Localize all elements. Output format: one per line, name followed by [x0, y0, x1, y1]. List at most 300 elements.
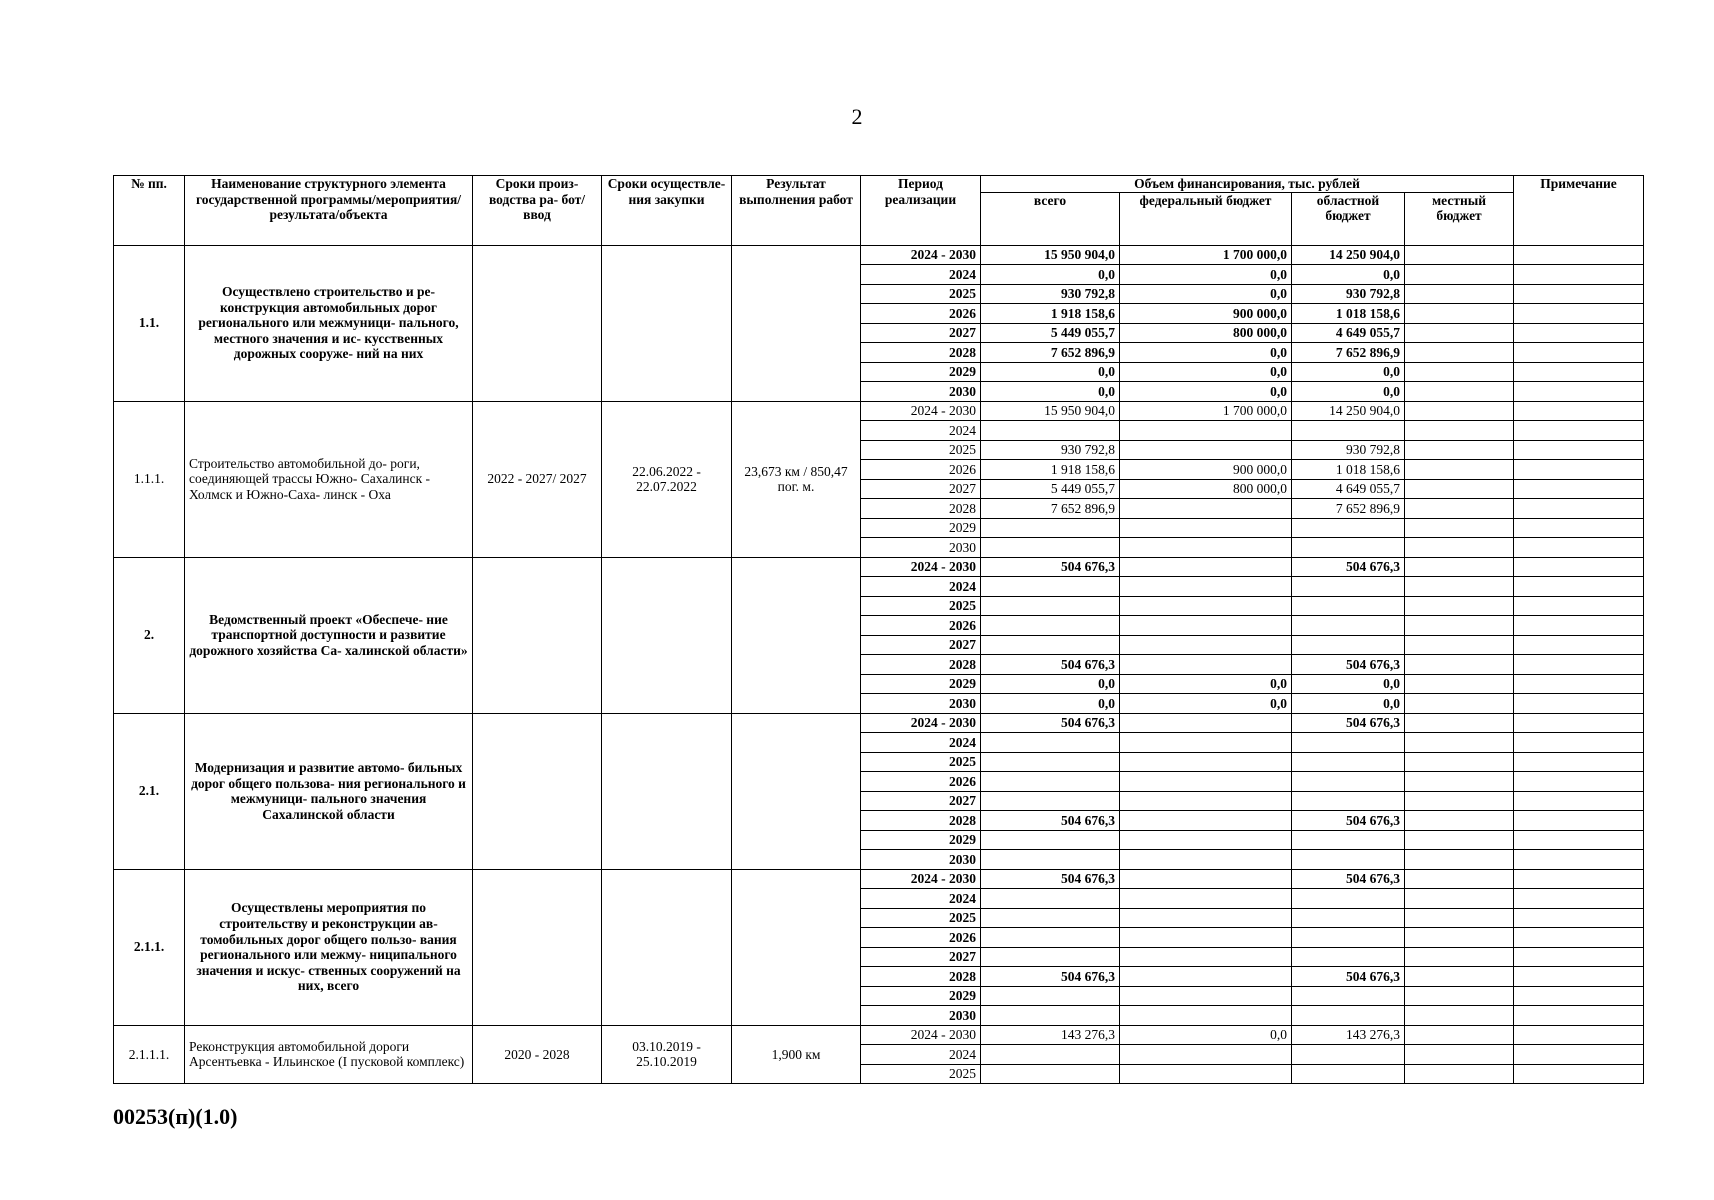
period-cell: 2025: [861, 1064, 981, 1084]
local-cell: [1405, 284, 1514, 304]
period-cell: 2024: [861, 421, 981, 441]
header-federal: федеральный бюджет: [1120, 192, 1292, 245]
note-cell: [1514, 304, 1644, 324]
note-cell: [1514, 928, 1644, 948]
note-cell: [1514, 967, 1644, 987]
federal-cell: [1120, 616, 1292, 636]
work-result: 23,673 км / 850,47 пог. м.: [732, 401, 861, 557]
period-cell: 2026: [861, 304, 981, 324]
federal-cell: [1120, 518, 1292, 538]
federal-cell: [1120, 596, 1292, 616]
total-cell: 15 950 904,0: [981, 401, 1120, 421]
item-name: Ведомственный проект «Обеспече- ние транспортной доступности и развитие дорожного хозяйства Са- халинской области»: [185, 557, 473, 713]
table-row: [114, 869, 1644, 889]
regional-cell: [1292, 772, 1405, 792]
period-cell: 2025: [861, 752, 981, 772]
period-cell: 2028: [861, 499, 981, 519]
period-cell: 2027: [861, 635, 981, 655]
local-cell: [1405, 908, 1514, 928]
note-cell: [1514, 635, 1644, 655]
total-cell: 930 792,8: [981, 284, 1120, 304]
note-cell: [1514, 850, 1644, 870]
local-cell: [1405, 889, 1514, 909]
regional-cell: 143 276,3: [1292, 1025, 1405, 1045]
work-terms: [473, 245, 602, 401]
total-cell: 0,0: [981, 674, 1120, 694]
total-cell: 1 918 158,6: [981, 304, 1120, 324]
regional-cell: 930 792,8: [1292, 284, 1405, 304]
total-cell: [981, 791, 1120, 811]
regional-cell: 4 649 055,7: [1292, 323, 1405, 343]
local-cell: [1405, 518, 1514, 538]
local-cell: [1405, 401, 1514, 421]
procurement-terms: 03.10.2019 - 25.10.2019: [602, 1025, 732, 1084]
total-cell: 504 676,3: [981, 811, 1120, 831]
regional-cell: [1292, 1006, 1405, 1026]
note-cell: [1514, 323, 1644, 343]
work-terms: [473, 713, 602, 869]
period-cell: 2025: [861, 440, 981, 460]
period-cell: 2028: [861, 967, 981, 987]
total-cell: [981, 733, 1120, 753]
table-row: [114, 245, 1644, 265]
regional-cell: 1 018 158,6: [1292, 304, 1405, 324]
local-cell: [1405, 616, 1514, 636]
regional-cell: [1292, 928, 1405, 948]
note-cell: [1514, 440, 1644, 460]
note-cell: [1514, 362, 1644, 382]
local-cell: [1405, 499, 1514, 519]
federal-cell: 0,0: [1120, 694, 1292, 714]
period-cell: 2030: [861, 694, 981, 714]
period-cell: 2024 - 2030: [861, 1025, 981, 1045]
total-cell: 5 449 055,7: [981, 323, 1120, 343]
period-cell: 2028: [861, 343, 981, 363]
regional-cell: 504 676,3: [1292, 655, 1405, 675]
note-cell: [1514, 382, 1644, 402]
total-cell: [981, 928, 1120, 948]
procurement-terms: [602, 245, 732, 401]
period-cell: 2030: [861, 538, 981, 558]
period-cell: 2024: [861, 889, 981, 909]
local-cell: [1405, 1064, 1514, 1084]
note-cell: [1514, 1064, 1644, 1084]
local-cell: [1405, 245, 1514, 265]
regional-cell: [1292, 1045, 1405, 1065]
table-row: [114, 401, 1644, 421]
note-cell: [1514, 616, 1644, 636]
period-cell: 2025: [861, 284, 981, 304]
federal-cell: [1120, 1045, 1292, 1065]
local-cell: [1405, 791, 1514, 811]
federal-cell: [1120, 557, 1292, 577]
period-cell: 2027: [861, 323, 981, 343]
procurement-terms: 22.06.2022 - 22.07.2022: [602, 401, 732, 557]
period-cell: 2026: [861, 616, 981, 636]
federal-cell: [1120, 791, 1292, 811]
local-cell: [1405, 733, 1514, 753]
federal-cell: [1120, 908, 1292, 928]
federal-cell: [1120, 830, 1292, 850]
total-cell: [981, 889, 1120, 909]
period-cell: 2029: [861, 986, 981, 1006]
federal-cell: [1120, 928, 1292, 948]
header-funding-group: Объем финансирования, тыс. рублей: [981, 176, 1514, 193]
total-cell: 0,0: [981, 265, 1120, 285]
local-cell: [1405, 674, 1514, 694]
local-cell: [1405, 265, 1514, 285]
regional-cell: 7 652 896,9: [1292, 499, 1405, 519]
item-name: Реконструкция автомобильной дороги Арсентьевка - Ильинское (I пусковой комплекс): [185, 1025, 473, 1084]
total-cell: 5 449 055,7: [981, 479, 1120, 499]
period-cell: 2026: [861, 928, 981, 948]
federal-cell: [1120, 713, 1292, 733]
federal-cell: [1120, 850, 1292, 870]
item-number: 2.1.: [114, 713, 185, 869]
note-cell: [1514, 460, 1644, 480]
local-cell: [1405, 304, 1514, 324]
local-cell: [1405, 460, 1514, 480]
federal-cell: [1120, 869, 1292, 889]
total-cell: 143 276,3: [981, 1025, 1120, 1045]
federal-cell: 0,0: [1120, 265, 1292, 285]
federal-cell: [1120, 635, 1292, 655]
federal-cell: [1120, 1064, 1292, 1084]
funding-table: [113, 175, 1644, 1084]
regional-cell: [1292, 752, 1405, 772]
regional-cell: [1292, 635, 1405, 655]
regional-cell: 1 018 158,6: [1292, 460, 1405, 480]
period-cell: 2029: [861, 674, 981, 694]
period-cell: 2028: [861, 655, 981, 675]
total-cell: [981, 830, 1120, 850]
note-cell: [1514, 538, 1644, 558]
item-name: Модернизация и развитие автомо- бильных дорог общего пользова- ния регионального и межмуници- пального значения Сахалинской области: [185, 713, 473, 869]
total-cell: 504 676,3: [981, 557, 1120, 577]
period-cell: 2029: [861, 830, 981, 850]
federal-cell: 0,0: [1120, 284, 1292, 304]
header-work-terms: Сроки произ- водства ра- бот/ввод: [473, 176, 602, 246]
period-cell: 2027: [861, 791, 981, 811]
period-cell: 2030: [861, 1006, 981, 1026]
federal-cell: 0,0: [1120, 1025, 1292, 1045]
regional-cell: 504 676,3: [1292, 869, 1405, 889]
note-cell: [1514, 772, 1644, 792]
local-cell: [1405, 811, 1514, 831]
regional-cell: [1292, 577, 1405, 597]
local-cell: [1405, 577, 1514, 597]
federal-cell: [1120, 733, 1292, 753]
document-code: 00253(п)(1.0): [113, 1104, 238, 1129]
note-cell: [1514, 1025, 1644, 1045]
period-cell: 2028: [861, 811, 981, 831]
local-cell: [1405, 596, 1514, 616]
regional-cell: [1292, 1064, 1405, 1084]
regional-cell: [1292, 616, 1405, 636]
note-cell: [1514, 713, 1644, 733]
local-cell: [1405, 421, 1514, 441]
work-terms: 2022 - 2027/ 2027: [473, 401, 602, 557]
local-cell: [1405, 382, 1514, 402]
regional-cell: [1292, 518, 1405, 538]
period-cell: 2024: [861, 733, 981, 753]
total-cell: [981, 1006, 1120, 1026]
note-cell: [1514, 401, 1644, 421]
period-cell: 2024: [861, 1045, 981, 1065]
local-cell: [1405, 967, 1514, 987]
federal-cell: [1120, 752, 1292, 772]
total-cell: [981, 596, 1120, 616]
note-cell: [1514, 830, 1644, 850]
local-cell: [1405, 655, 1514, 675]
regional-cell: [1292, 908, 1405, 928]
federal-cell: 1 700 000,0: [1120, 245, 1292, 265]
item-name: Осуществлено строительство и ре- конструкция автомобильных дорог регионального или межмуници- пального, местного значения и ис- кусственных дорожных сооруже- ний на них: [185, 245, 473, 401]
local-cell: [1405, 830, 1514, 850]
total-cell: [981, 908, 1120, 928]
regional-cell: [1292, 889, 1405, 909]
header-procurement-terms: Сроки осуществле- ния закупки: [602, 176, 732, 246]
federal-cell: 900 000,0: [1120, 304, 1292, 324]
local-cell: [1405, 869, 1514, 889]
note-cell: [1514, 518, 1644, 538]
period-cell: 2024 - 2030: [861, 869, 981, 889]
federal-cell: [1120, 655, 1292, 675]
note-cell: [1514, 343, 1644, 363]
item-number: 2.1.1.1.: [114, 1025, 185, 1084]
total-cell: [981, 518, 1120, 538]
item-number: 2.1.1.: [114, 869, 185, 1025]
item-number: 1.1.: [114, 245, 185, 401]
period-cell: 2024: [861, 577, 981, 597]
regional-cell: [1292, 986, 1405, 1006]
local-cell: [1405, 1045, 1514, 1065]
note-cell: [1514, 499, 1644, 519]
total-cell: [981, 1064, 1120, 1084]
note-cell: [1514, 655, 1644, 675]
local-cell: [1405, 362, 1514, 382]
page-number: 2: [851, 104, 863, 129]
header-name: Наименование структурного элемента государственной программы/мероприятия/ результата/объекта: [185, 176, 473, 246]
period-cell: 2030: [861, 850, 981, 870]
local-cell: [1405, 713, 1514, 733]
total-cell: [981, 850, 1120, 870]
local-cell: [1405, 343, 1514, 363]
note-cell: [1514, 733, 1644, 753]
total-cell: 0,0: [981, 362, 1120, 382]
local-cell: [1405, 772, 1514, 792]
item-number: 1.1.1.: [114, 401, 185, 557]
regional-cell: [1292, 791, 1405, 811]
note-cell: [1514, 791, 1644, 811]
work-terms: [473, 869, 602, 1025]
total-cell: [981, 421, 1120, 441]
note-cell: [1514, 811, 1644, 831]
regional-cell: [1292, 596, 1405, 616]
note-cell: [1514, 752, 1644, 772]
local-cell: [1405, 635, 1514, 655]
total-cell: [981, 772, 1120, 792]
total-cell: 504 676,3: [981, 967, 1120, 987]
federal-cell: 0,0: [1120, 382, 1292, 402]
total-cell: [981, 1045, 1120, 1065]
regional-cell: 504 676,3: [1292, 811, 1405, 831]
item-number: 2.: [114, 557, 185, 713]
federal-cell: [1120, 499, 1292, 519]
federal-cell: 1 700 000,0: [1120, 401, 1292, 421]
header-regional: областной бюджет: [1292, 192, 1405, 245]
table-body: [114, 245, 1644, 1084]
period-cell: 2029: [861, 518, 981, 538]
total-cell: 0,0: [981, 694, 1120, 714]
note-cell: [1514, 421, 1644, 441]
regional-cell: 504 676,3: [1292, 713, 1405, 733]
federal-cell: [1120, 538, 1292, 558]
local-cell: [1405, 538, 1514, 558]
regional-cell: 14 250 904,0: [1292, 401, 1405, 421]
regional-cell: [1292, 421, 1405, 441]
period-cell: 2026: [861, 460, 981, 480]
item-name: Строительство автомобильной до- роги, соединяющей трассы Южно- Сахалинск - Холмск и Южно-Саха- линск - Оха: [185, 401, 473, 557]
total-cell: [981, 752, 1120, 772]
local-cell: [1405, 1025, 1514, 1045]
regional-cell: 7 652 896,9: [1292, 343, 1405, 363]
note-cell: [1514, 284, 1644, 304]
local-cell: [1405, 947, 1514, 967]
period-cell: 2025: [861, 908, 981, 928]
federal-cell: 0,0: [1120, 362, 1292, 382]
work-terms: 2020 - 2028: [473, 1025, 602, 1084]
note-cell: [1514, 557, 1644, 577]
period-cell: 2029: [861, 362, 981, 382]
work-result: [732, 245, 861, 401]
table-row: [114, 713, 1644, 733]
federal-cell: [1120, 1006, 1292, 1026]
total-cell: 0,0: [981, 382, 1120, 402]
total-cell: 7 652 896,9: [981, 499, 1120, 519]
regional-cell: 0,0: [1292, 362, 1405, 382]
note-cell: [1514, 986, 1644, 1006]
period-cell: 2025: [861, 596, 981, 616]
regional-cell: 930 792,8: [1292, 440, 1405, 460]
note-cell: [1514, 889, 1644, 909]
work-result: [732, 713, 861, 869]
federal-cell: 800 000,0: [1120, 479, 1292, 499]
work-terms: [473, 557, 602, 713]
note-cell: [1514, 245, 1644, 265]
local-cell: [1405, 440, 1514, 460]
procurement-terms: [602, 557, 732, 713]
federal-cell: 900 000,0: [1120, 460, 1292, 480]
federal-cell: [1120, 440, 1292, 460]
total-cell: [981, 538, 1120, 558]
federal-cell: 800 000,0: [1120, 323, 1292, 343]
period-cell: 2027: [861, 947, 981, 967]
federal-cell: [1120, 421, 1292, 441]
regional-cell: 0,0: [1292, 265, 1405, 285]
note-cell: [1514, 674, 1644, 694]
note-cell: [1514, 1045, 1644, 1065]
regional-cell: [1292, 538, 1405, 558]
total-cell: 15 950 904,0: [981, 245, 1120, 265]
total-cell: [981, 986, 1120, 1006]
header-num: № пп.: [114, 176, 185, 246]
header-local: местный бюджет: [1405, 192, 1514, 245]
federal-cell: [1120, 947, 1292, 967]
local-cell: [1405, 752, 1514, 772]
period-cell: 2026: [861, 772, 981, 792]
header-note: Примечание: [1514, 176, 1644, 246]
regional-cell: [1292, 830, 1405, 850]
regional-cell: [1292, 947, 1405, 967]
note-cell: [1514, 577, 1644, 597]
local-cell: [1405, 323, 1514, 343]
federal-cell: 0,0: [1120, 674, 1292, 694]
period-cell: 2024 - 2030: [861, 557, 981, 577]
local-cell: [1405, 850, 1514, 870]
period-cell: 2030: [861, 382, 981, 402]
federal-cell: 0,0: [1120, 343, 1292, 363]
header-period: Период реализации: [861, 176, 981, 246]
item-name: Осуществлены мероприятия по строительству и реконструкции ав- томобильных дорог общего пользо- вания регионального или межму- ниципального значения и искус- ственных сооружений на них, всего: [185, 869, 473, 1025]
federal-cell: [1120, 811, 1292, 831]
total-cell: [981, 616, 1120, 636]
regional-cell: 14 250 904,0: [1292, 245, 1405, 265]
period-cell: 2024: [861, 265, 981, 285]
total-cell: [981, 577, 1120, 597]
total-cell: 504 676,3: [981, 713, 1120, 733]
regional-cell: [1292, 850, 1405, 870]
regional-cell: 4 649 055,7: [1292, 479, 1405, 499]
federal-cell: [1120, 577, 1292, 597]
total-cell: [981, 635, 1120, 655]
total-cell: 1 918 158,6: [981, 460, 1120, 480]
local-cell: [1405, 1006, 1514, 1026]
regional-cell: 504 676,3: [1292, 557, 1405, 577]
regional-cell: [1292, 733, 1405, 753]
note-cell: [1514, 947, 1644, 967]
period-cell: 2024 - 2030: [861, 401, 981, 421]
note-cell: [1514, 596, 1644, 616]
period-cell: 2027: [861, 479, 981, 499]
regional-cell: 0,0: [1292, 382, 1405, 402]
table-header: [114, 176, 1644, 246]
table-row: [114, 1025, 1644, 1045]
procurement-terms: [602, 713, 732, 869]
note-cell: [1514, 265, 1644, 285]
regional-cell: 0,0: [1292, 674, 1405, 694]
federal-cell: [1120, 772, 1292, 792]
header-result: Результат выполнения работ: [732, 176, 861, 246]
federal-cell: [1120, 986, 1292, 1006]
federal-cell: [1120, 889, 1292, 909]
federal-cell: [1120, 967, 1292, 987]
regional-cell: 504 676,3: [1292, 967, 1405, 987]
work-result: 1,900 км: [732, 1025, 861, 1084]
note-cell: [1514, 908, 1644, 928]
note-cell: [1514, 869, 1644, 889]
note-cell: [1514, 694, 1644, 714]
total-cell: [981, 947, 1120, 967]
note-cell: [1514, 479, 1644, 499]
total-cell: 7 652 896,9: [981, 343, 1120, 363]
local-cell: [1405, 928, 1514, 948]
total-cell: 504 676,3: [981, 869, 1120, 889]
total-cell: 930 792,8: [981, 440, 1120, 460]
header-total: всего: [981, 192, 1120, 245]
work-result: [732, 869, 861, 1025]
work-result: [732, 557, 861, 713]
